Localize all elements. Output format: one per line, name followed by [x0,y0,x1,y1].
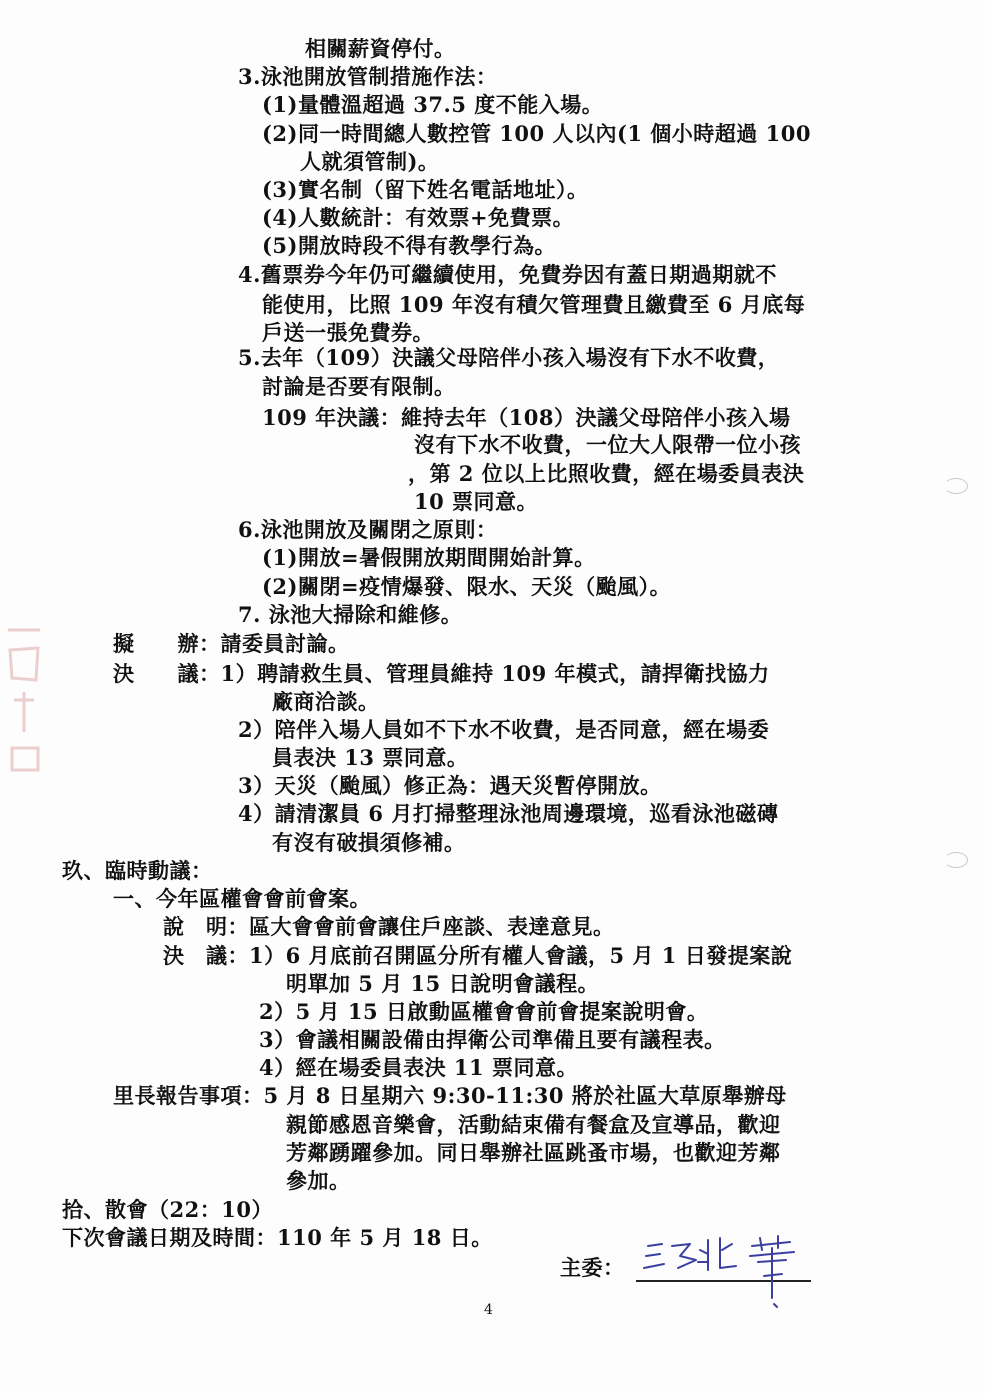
text-line: 4）經在場委員表決 11 票同意。 [259,1055,578,1080]
text-line: (4)人數統計：有效票+免費票。 [262,205,575,230]
text-line: 能使用，比照 109 年沒有積欠管理費且繳費至 6 月底每 [262,292,806,317]
text-line: 明單加 5 月 15 日說明會議程。 [286,971,600,996]
text-line: 2）陪伴入場人員如不下水不收費，是否同意，經在場委 [238,717,770,742]
text-line: 下次會議日期及時間：110 年 5 月 18 日。 [62,1225,493,1250]
text-line: (1)量體溫超過 37.5 度不能入場。 [262,92,604,117]
text-line: (3)實名制（留下姓名電話地址）。 [262,177,589,202]
text-line: (2)同一時間總人數控管 100 人以內(1 個小時超過 100 [262,121,811,146]
faded-stamp-mark [2,620,46,780]
text-line: 里長報告事項：5 月 8 日星期六 9:30-11:30 將於社區大草原舉辦母 [113,1083,787,1108]
section-heading: 玖、臨時動議： [62,858,213,883]
text-line: (1)開放=暑假開放期間開始計算。 [262,545,596,570]
text-line: 3.泳池開放管制措施作法： [238,64,498,89]
handwritten-signature [640,1232,810,1312]
text-line: (5)開放時段不得有教學行為。 [262,233,556,258]
text-line: 一、今年區權會會前會案。 [113,886,371,911]
section-heading: 拾、散會（22：10） [62,1197,273,1222]
text-line: 相關薪資停付。 [305,36,456,61]
text-line: 4）請清潔員 6 月打掃整理泳池周邊環境，巡看泳池磁磚 [238,801,779,826]
text-line: 決 議：1）6 月底前召開區分所有權人會議，5 月 1 日發提案說 [163,943,793,968]
text-line: 參加。 [286,1168,351,1193]
text-line: 芳鄰踴躍參加。同日舉辦社區跳蚤市場，也歡迎芳鄰 [286,1140,781,1165]
text-line: 4.舊票券今年仍可繼續使用，免費券因有蓋日期過期就不 [238,262,777,287]
text-line: 討論是否要有限制。 [262,374,456,399]
text-line: 6.泳池開放及關閉之原則： [238,517,498,542]
page-number: 4 [484,1302,493,1318]
punch-hole-mark [944,852,968,868]
text-line: 親節感恩音樂會，活動結束備有餐盒及宣導品，歡迎 [286,1112,781,1137]
text-line: 2）5 月 15 日啟動區權會會前會提案說明會。 [259,999,709,1024]
text-line: 說 明：區大會會前會讓住戶座談、表達意見。 [163,914,615,939]
text-line: (2)關閉=疫情爆發、限水、天災（颱風）。 [262,574,672,599]
signature-label: 主委： [560,1255,625,1280]
text-line: 沒有下水不收費，一位大人限帶一位小孩 [414,432,801,457]
text-line: 擬 辦：請委員討論。 [113,631,350,656]
text-line: 有沒有破損須修補。 [272,830,466,855]
text-line: 廠商洽談。 [272,689,380,714]
text-line: 3）天災（颱風）修正為：遇天災暫停開放。 [238,773,662,798]
text-line: 員表決 13 票同意。 [272,745,469,770]
text-line: 5.去年（109）決議父母陪伴小孩入場沒有下水不收費， [238,345,780,370]
text-line: 7. 泳池大掃除和維修。 [238,602,463,627]
text-line: 10 票同意。 [414,489,539,514]
text-line: 3）會議相關設備由捍衛公司準備且要有議程表。 [259,1027,726,1052]
punch-hole-mark [944,478,968,494]
text-line: 決 議：1）聘請救生員、管理員維持 109 年模式，請捍衛找協力 [113,661,770,686]
text-line: 109 年決議：維持去年（108）決議父母陪伴小孩入場 [262,405,791,430]
text-line: ，第 2 位以上比照收費，經在場委員表決 [408,461,805,486]
text-line: 人就須管制)。 [300,149,440,174]
text-line: 戶送一張免費券。 [262,320,434,345]
